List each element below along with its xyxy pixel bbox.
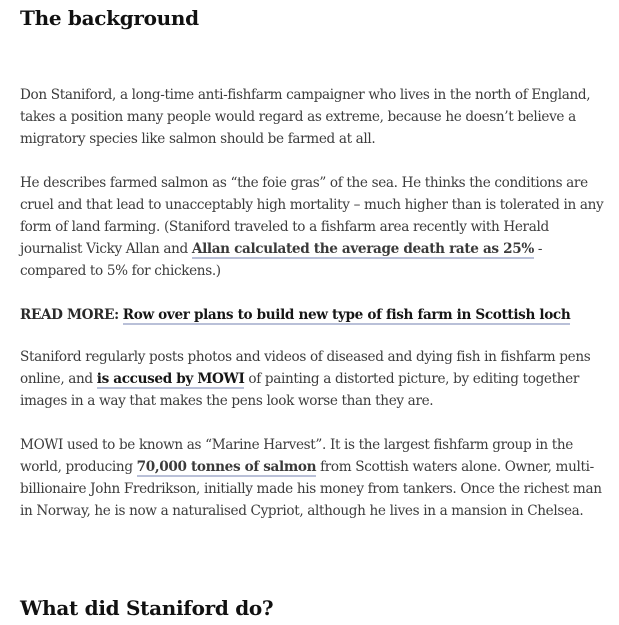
salmon-tonnes-link[interactable]: 70,000 tonnes of salmon — [136, 459, 317, 475]
read-more-label: READ MORE: — [20, 307, 119, 323]
paragraph-text: of painting a distorted picture, by editing together images in a way that makes the pens look worse than they are. — [20, 371, 579, 409]
paragraph-text: He describes farmed salmon as “the foie gras” of the sea. He thinks the conditions are cruel and that lead to unacceptably high mortality – much higher than is tolerated in any form of land farming. (Staniford traveled to a fishfarm area recently with Herald journalist Vicky Allan and — [20, 175, 604, 257]
paragraph-text: - compared to 5% for chickens.) — [20, 241, 543, 279]
death-rate-link[interactable]: Allan calculated the average death rate as 25% — [191, 241, 534, 257]
paragraph-mowi — [20, 434, 610, 522]
read-more — [20, 304, 610, 326]
read-more-link[interactable]: Row over plans to build new type of fish farm in Scottish loch — [122, 307, 571, 323]
accused-by-mowi-link[interactable]: is accused by MOWI — [96, 371, 245, 387]
paragraph-foie-gras — [20, 172, 610, 282]
paragraph-photos — [20, 346, 610, 412]
paragraph-text: Staniford regularly posts photos and videos of diseased and dying fish in fishfarm pens online, and — [20, 349, 591, 387]
paragraph-text: from Scottish waters alone. Owner, multi-billionaire John Fredrikson, initially made his money from tankers. Once the richest man in Norway, he is now a naturalised Cypriot, although he lives in a mansion in Chelsea. — [20, 459, 602, 519]
section-heading-what-did-staniford-do: What did Staniford do? — [20, 596, 274, 620]
section-heading-background: The background — [20, 6, 199, 30]
paragraph-text: Don Staniford, a long-time anti-fishfarm campaigner who lives in the north of England, takes a position many people would regard as extreme, because he doesn’t believe a migratory species like salmon should be farmed at all. — [20, 87, 591, 147]
paragraph-text: MOWI used to be known as “Marine Harvest”. It is the largest fishfarm group in the world, producing — [20, 437, 573, 475]
paragraph-intro — [20, 84, 610, 150]
